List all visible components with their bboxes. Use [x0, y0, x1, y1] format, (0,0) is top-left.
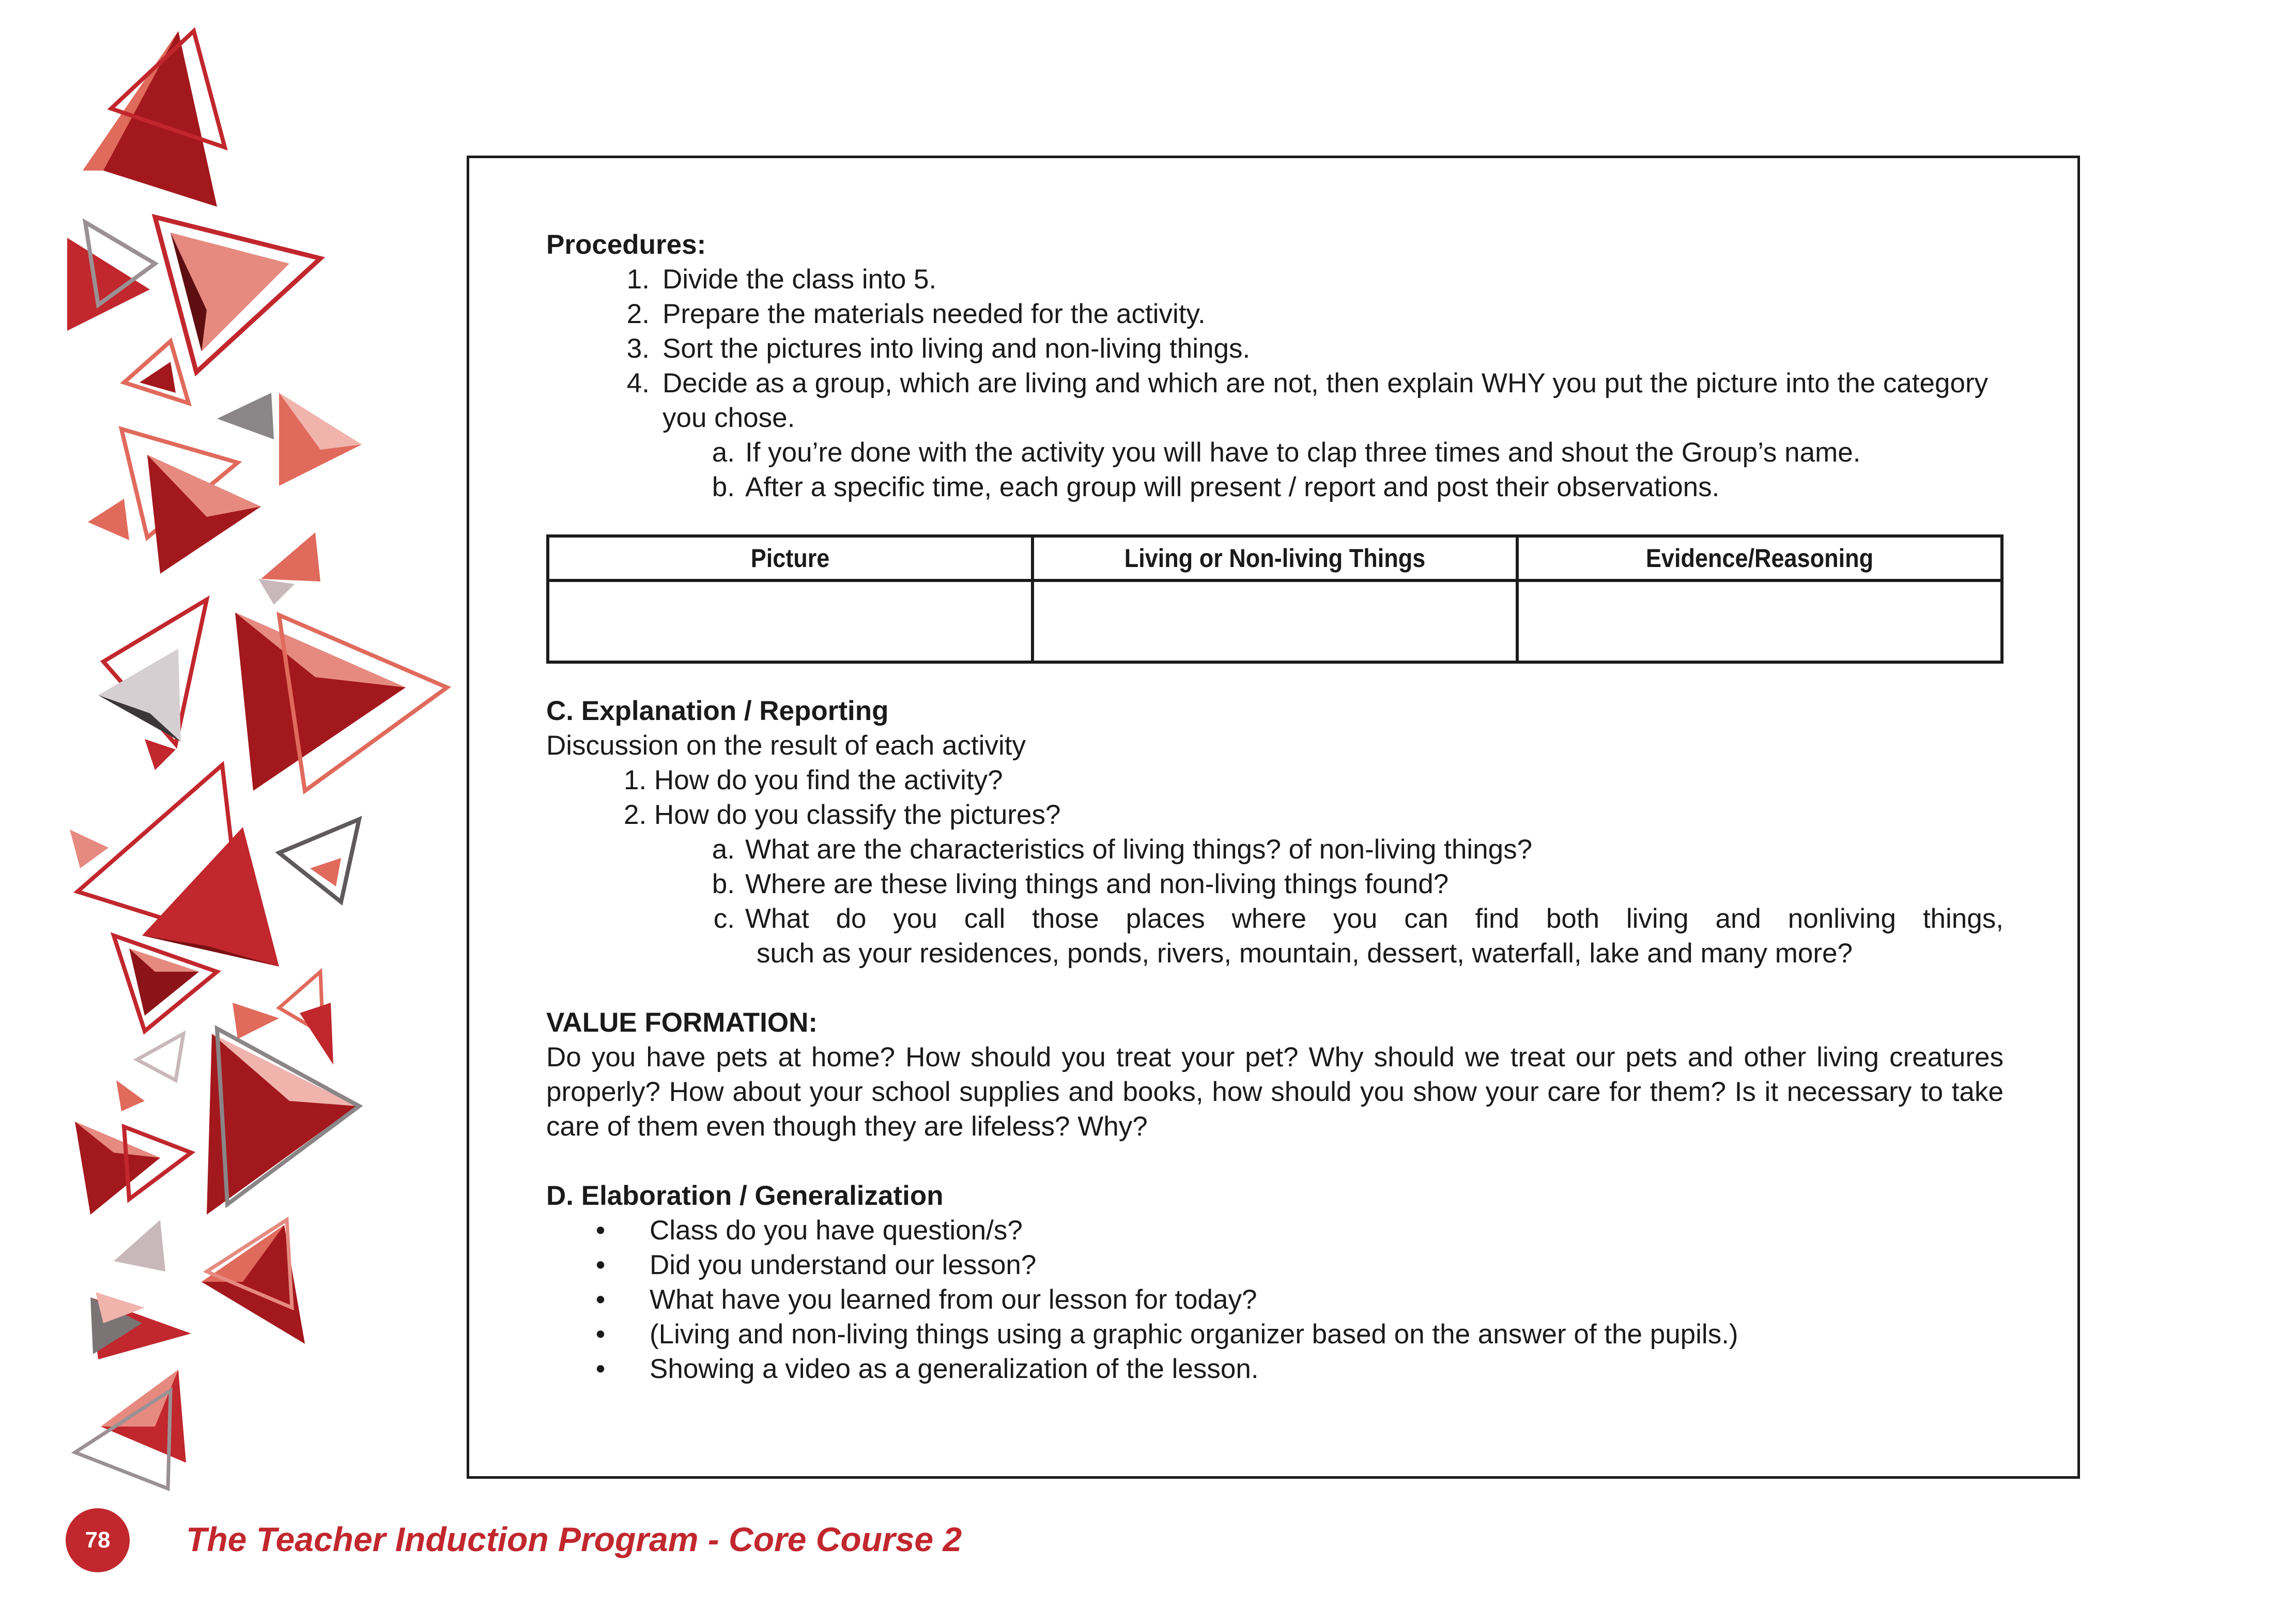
procedure-step	[546, 297, 2004, 331]
discussion-subquestion	[546, 832, 2004, 867]
subquestion-text: What are the characteristics of living things? of non-living things?	[745, 834, 1533, 865]
triangle-shape	[300, 1003, 333, 1065]
triangle-shape	[142, 827, 279, 967]
list-item	[546, 1317, 2004, 1352]
column-header-living: Living or Non-living Things	[1057, 536, 1493, 580]
procedure-substep	[546, 470, 2004, 504]
discussion-subquestion-continued	[546, 936, 2004, 971]
lesson-content	[546, 227, 2004, 1386]
explanation-heading: C. Explanation / Reporting	[546, 696, 889, 726]
step-text: Decide as a group, which are living and which are not, then explain WHY you put the picture into the category	[662, 368, 1989, 399]
value-formation-line: care of them even though they are lifeless? Why?	[546, 1111, 1148, 1142]
step-number: 1.	[626, 264, 650, 295]
list-item	[546, 1213, 2004, 1248]
subquestion-text: What do you call those places where you can find both living and nonliving things,	[745, 903, 2004, 934]
triangle-shape	[145, 739, 176, 770]
bullet: •	[595, 1319, 606, 1350]
table-header-row	[548, 536, 2002, 580]
discussion-subquestion	[546, 867, 2004, 901]
column-header-picture: Picture	[572, 536, 1008, 580]
triangle-shape	[70, 830, 109, 868]
step-text: Sort the pictures into living and non-living things.	[662, 333, 1251, 364]
procedure-step	[546, 262, 2004, 297]
elaboration-heading: D. Elaboration / Generalization	[546, 1181, 944, 1211]
observation-table	[546, 534, 2004, 664]
triangle-shape	[279, 819, 359, 902]
triangle-shape	[116, 1080, 145, 1111]
table-cell[interactable]	[548, 580, 1033, 662]
step-number: 2.	[626, 299, 650, 329]
list-item-text: Class do you have question/s?	[650, 1215, 1023, 1246]
step-number: 4.	[626, 368, 650, 399]
triangle-shape	[129, 948, 199, 1016]
procedure-step	[546, 331, 2004, 366]
step-number: 3.	[626, 333, 650, 364]
subquestion-text: Where are these living things and non-living things found?	[745, 869, 1449, 899]
list-item	[546, 1282, 2004, 1317]
subquestion-letter: b.	[712, 869, 735, 899]
bullet: •	[595, 1284, 606, 1315]
decorative-triangles	[0, 0, 465, 1624]
procedure-step	[546, 366, 2004, 401]
list-item-text: (Living and non-living things using a graphic organizer based on the answer of the pupils.)	[650, 1319, 1738, 1350]
list-item-text: Showing a video as a generalization of the lesson.	[650, 1354, 1259, 1384]
subquestion-letter: a.	[712, 834, 735, 865]
bullet: •	[595, 1215, 606, 1246]
procedure-step-continued	[546, 401, 2004, 435]
triangle-shape	[147, 455, 261, 574]
table-cell[interactable]	[1033, 580, 1517, 662]
step-text-continued: you chose.	[662, 403, 795, 433]
value-formation-line: properly? How about your school supplies and books, how should you show your care for them? Is it necessary to take	[546, 1077, 2004, 1107]
table-row	[548, 580, 2002, 662]
triangle-shape	[114, 1220, 165, 1271]
subquestion-text-continued: such as your residences, ponds, rivers, mountain, dessert, waterfall, lake and many more?	[757, 938, 1853, 969]
discussion-question: 1. How do you find the activity?	[624, 765, 1003, 795]
triangle-shape	[235, 612, 406, 791]
triangle-shape	[98, 649, 181, 742]
triangle-shape	[217, 393, 274, 439]
list-item	[546, 1352, 2004, 1386]
column-header-evidence: Evidence/Reasoning	[1542, 536, 1978, 580]
list-item	[546, 1248, 2004, 1282]
triangle-shape	[258, 579, 295, 605]
substep-text: After a specific time, each group will present / report and post their observations.	[745, 472, 1720, 502]
triangle-shape	[261, 532, 320, 581]
list-item-text: What have you learned from our lesson for today?	[650, 1284, 1257, 1315]
footer-title: The Teacher Induction Program - Core Course 2	[186, 1520, 962, 1558]
bullet: •	[595, 1354, 606, 1384]
substep-text: If you’re done with the activity you will have to clap three times and shout the Group’s name.	[745, 437, 1861, 468]
discussion-question: 2. How do you classify the pictures?	[624, 800, 1061, 830]
value-formation-line: Do you have pets at home? How should you treat your pet? Why should we treat our pets and other living creatures	[546, 1042, 2004, 1073]
list-item-text: Did you understand our lesson?	[650, 1250, 1037, 1280]
subquestion-letter: c.	[713, 903, 735, 934]
triangle-shape	[233, 1003, 279, 1039]
value-formation-heading: VALUE FORMATION:	[546, 1007, 818, 1038]
page-number-badge: 78	[66, 1508, 130, 1572]
substep-letter: a.	[712, 437, 735, 468]
step-text: Divide the class into 5.	[662, 264, 937, 295]
discussion-subquestion	[546, 901, 2004, 936]
table-cell[interactable]	[1517, 580, 2002, 662]
explanation-intro: Discussion on the result of each activity	[546, 730, 1026, 761]
bullet: •	[595, 1250, 606, 1280]
triangle-shape	[88, 499, 129, 540]
step-text: Prepare the materials needed for the activity.	[662, 299, 1206, 329]
triangle-shape	[137, 1034, 183, 1080]
procedures-heading: Procedures:	[546, 229, 706, 260]
substep-letter: b.	[712, 472, 735, 502]
procedure-substep	[546, 435, 2004, 470]
